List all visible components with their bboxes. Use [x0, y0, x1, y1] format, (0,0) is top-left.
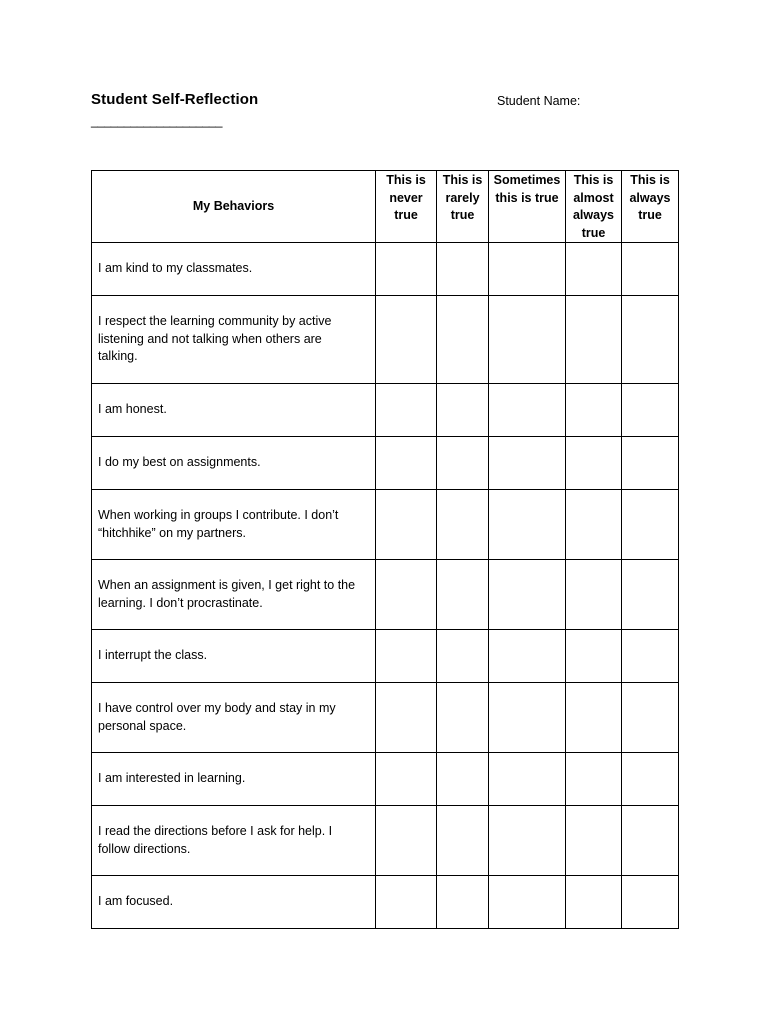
- rating-cell-sometimes[interactable]: [489, 560, 566, 630]
- table-row: [92, 876, 679, 929]
- rating-cell-never[interactable]: [376, 806, 437, 876]
- rating-cell-always[interactable]: [622, 296, 679, 384]
- rating-cell-almost-always[interactable]: [566, 753, 622, 806]
- rating-cell-never[interactable]: [376, 437, 437, 490]
- rating-cell-never[interactable]: [376, 560, 437, 630]
- table-row: [92, 243, 679, 296]
- column-header-almost-always-true: This is almost always true: [566, 171, 622, 243]
- behavior-statement: When working in groups I contribute. I don’t “hitchhike” on my partners.: [92, 490, 376, 560]
- rating-cell-never[interactable]: [376, 384, 437, 437]
- behaviors-table: [91, 170, 679, 929]
- behavior-statement: I have control over my body and stay in my personal space.: [92, 683, 376, 753]
- rating-cell-rarely[interactable]: [437, 243, 489, 296]
- rating-cell-sometimes[interactable]: [489, 683, 566, 753]
- table-row: [92, 683, 679, 753]
- behavior-statement: I interrupt the class.: [92, 630, 376, 683]
- table-row: [92, 630, 679, 683]
- column-header-rarely-true: This is rarely true: [437, 171, 489, 243]
- rating-cell-rarely[interactable]: [437, 806, 489, 876]
- rating-cell-sometimes[interactable]: [489, 296, 566, 384]
- rating-cell-always[interactable]: [622, 243, 679, 296]
- rating-cell-sometimes[interactable]: [489, 437, 566, 490]
- table-row: [92, 296, 679, 384]
- rating-cell-almost-always[interactable]: [566, 630, 622, 683]
- column-header-my-behaviors: My Behaviors: [92, 171, 376, 243]
- behavior-statement: I am interested in learning.: [92, 753, 376, 806]
- rating-cell-sometimes[interactable]: [489, 753, 566, 806]
- rating-cell-always[interactable]: [622, 560, 679, 630]
- rating-cell-sometimes[interactable]: [489, 630, 566, 683]
- rating-cell-never[interactable]: [376, 753, 437, 806]
- rating-cell-sometimes[interactable]: [489, 876, 566, 929]
- rating-cell-never[interactable]: [376, 683, 437, 753]
- rating-cell-almost-always[interactable]: [566, 384, 622, 437]
- student-name-label: Student Name:: [497, 94, 581, 108]
- student-name-blank-line: ____________________: [91, 114, 223, 128]
- rating-cell-rarely[interactable]: [437, 490, 489, 560]
- rating-cell-always[interactable]: [622, 490, 679, 560]
- rating-cell-almost-always[interactable]: [566, 437, 622, 490]
- rating-cell-rarely[interactable]: [437, 630, 489, 683]
- table-row: [92, 753, 679, 806]
- rating-cell-rarely[interactable]: [437, 437, 489, 490]
- behavior-statement: I do my best on assignments.: [92, 437, 376, 490]
- rating-cell-almost-always[interactable]: [566, 806, 622, 876]
- rating-cell-almost-always[interactable]: [566, 876, 622, 929]
- rating-cell-always[interactable]: [622, 437, 679, 490]
- rating-cell-always[interactable]: [622, 753, 679, 806]
- rating-cell-rarely[interactable]: [437, 560, 489, 630]
- rating-cell-almost-always[interactable]: [566, 560, 622, 630]
- rating-cell-almost-always[interactable]: [566, 490, 622, 560]
- behavior-statement: I respect the learning community by active listening and not talking when others are talking.: [92, 296, 376, 384]
- rating-cell-sometimes[interactable]: [489, 490, 566, 560]
- rating-cell-always[interactable]: [622, 806, 679, 876]
- column-header-always-true: This is always true: [622, 171, 679, 243]
- rating-cell-sometimes[interactable]: [489, 806, 566, 876]
- rating-cell-never[interactable]: [376, 296, 437, 384]
- rating-cell-rarely[interactable]: [437, 683, 489, 753]
- behavior-statement: When an assignment is given, I get right to the learning. I don’t procrastinate.: [92, 560, 376, 630]
- behavior-statement: I am honest.: [92, 384, 376, 437]
- behavior-statement: I am focused.: [92, 876, 376, 929]
- rating-cell-rarely[interactable]: [437, 384, 489, 437]
- rating-cell-almost-always[interactable]: [566, 243, 622, 296]
- table-row: [92, 806, 679, 876]
- rating-cell-never[interactable]: [376, 243, 437, 296]
- behavior-statement: I read the directions before I ask for help. I follow directions.: [92, 806, 376, 876]
- rating-cell-always[interactable]: [622, 683, 679, 753]
- table-row: [92, 384, 679, 437]
- rating-cell-never[interactable]: [376, 630, 437, 683]
- rating-cell-always[interactable]: [622, 630, 679, 683]
- rating-cell-rarely[interactable]: [437, 296, 489, 384]
- column-header-never-true: This is never true: [376, 171, 437, 243]
- rating-cell-rarely[interactable]: [437, 753, 489, 806]
- rating-cell-almost-always[interactable]: [566, 296, 622, 384]
- rating-cell-sometimes[interactable]: [489, 243, 566, 296]
- rating-cell-never[interactable]: [376, 490, 437, 560]
- column-header-sometimes-true: Sometimes this is true: [489, 171, 566, 243]
- rating-cell-almost-always[interactable]: [566, 683, 622, 753]
- behavior-statement: I am kind to my classmates.: [92, 243, 376, 296]
- rating-cell-always[interactable]: [622, 384, 679, 437]
- rating-cell-rarely[interactable]: [437, 876, 489, 929]
- table-header-row: [92, 171, 679, 243]
- table-row: [92, 490, 679, 560]
- rating-cell-never[interactable]: [376, 876, 437, 929]
- table-row: [92, 437, 679, 490]
- table-row: [92, 560, 679, 630]
- rating-cell-always[interactable]: [622, 876, 679, 929]
- page-title: Student Self-Reflection: [91, 91, 259, 108]
- rating-cell-sometimes[interactable]: [489, 384, 566, 437]
